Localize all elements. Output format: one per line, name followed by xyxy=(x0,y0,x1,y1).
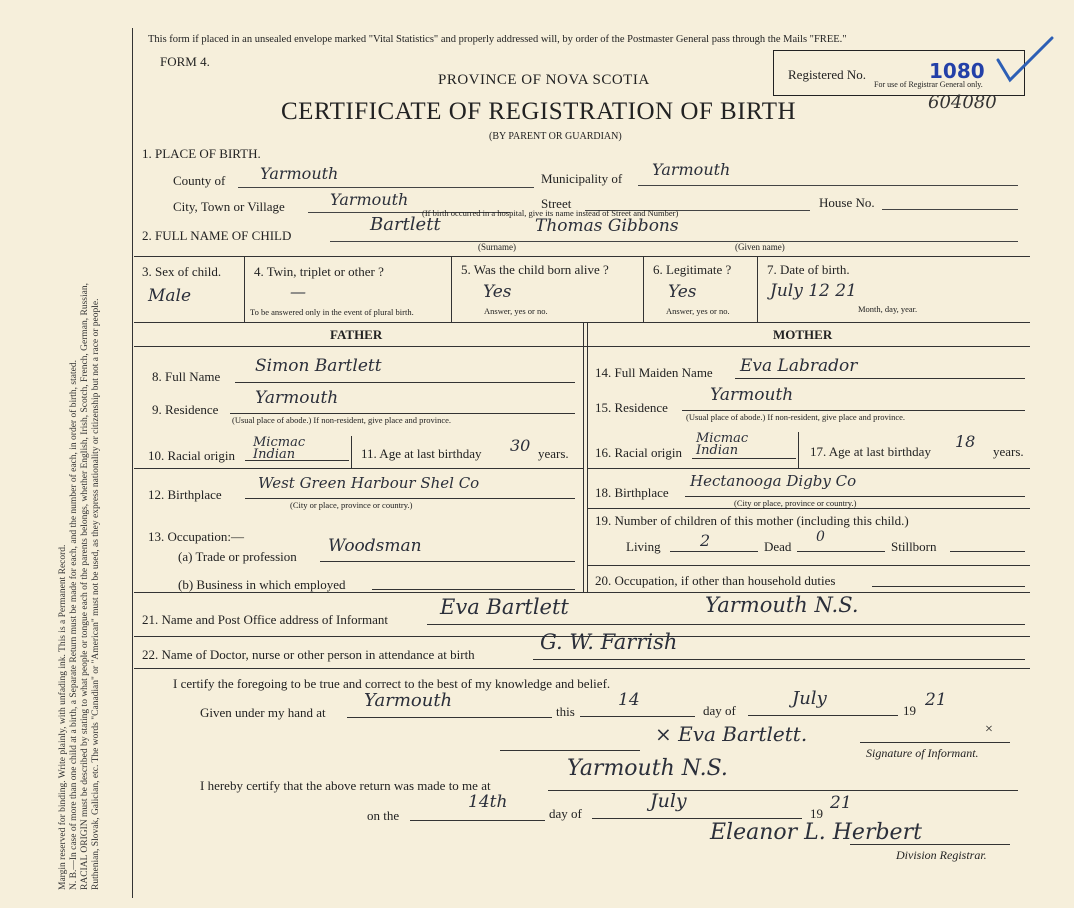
alive-note: Answer, yes or no. xyxy=(484,306,548,316)
father-racial: Micmac Indian xyxy=(253,435,306,462)
mother-racial-label: 16. Racial origin xyxy=(595,445,683,460)
legit-value: Yes xyxy=(668,282,697,302)
registration-label: Registered No. xyxy=(788,67,866,82)
margin-line-4: Ruthenian, Slovak, Galician, etc. The words "Canadian" or "American" must not be used, as they express nationality or citizenship but not a race or people. xyxy=(91,298,101,890)
mother-heading: MOTHER xyxy=(773,327,833,342)
place-of-birth-heading: 1. PLACE OF BIRTH. xyxy=(142,146,261,161)
father-residence-label: 9. Residence xyxy=(152,402,219,417)
form-number: FORM 4. xyxy=(160,54,210,69)
registrar-month: July xyxy=(650,790,687,812)
registration-box xyxy=(773,50,1025,96)
street-label: Street xyxy=(541,196,572,211)
given-caption: (Given name) xyxy=(735,242,785,252)
father-birthplace-label: 12. Birthplace xyxy=(148,487,222,502)
hospital-note: (If birth occurred in a hospital, give its name instead of Street and Number) xyxy=(422,208,679,218)
surname-caption: (Surname) xyxy=(478,242,516,252)
check-mark-icon xyxy=(994,34,1056,92)
child-surname: Bartlett xyxy=(370,214,441,235)
informant-address: Yarmouth N.S. xyxy=(705,593,859,617)
registration-number: 1080 xyxy=(929,59,985,83)
twin-note: To be answered only in the event of plural birth. xyxy=(250,307,414,317)
father-birthplace-note: (City or place, province or country.) xyxy=(290,500,413,510)
certification-year-prefix: 19 xyxy=(903,703,916,718)
registrar-day: 14th xyxy=(468,792,508,812)
registrar-day-of-label: day of xyxy=(549,806,582,821)
informant-name: Eva Bartlett xyxy=(440,595,569,619)
mother-name-label: 14. Full Maiden Name xyxy=(595,365,713,380)
given-under-label: Given under my hand at xyxy=(200,705,326,720)
certification-place: Yarmouth xyxy=(364,690,453,711)
living-label: Living xyxy=(626,539,661,554)
alive-value: Yes xyxy=(483,282,512,302)
registrar-signature: Eleanor L. Herbert xyxy=(710,820,922,845)
certification-month: July xyxy=(792,688,827,709)
page-title: CERTIFICATE OF REGISTRATION OF BIRTH xyxy=(281,98,797,125)
registration-sub: For use of Registrar General only. xyxy=(874,80,983,89)
trade-label: (a) Trade or profession xyxy=(178,549,297,564)
stillborn-label: Stillborn xyxy=(891,539,937,554)
city-label: City, Town or Village xyxy=(173,199,285,214)
registrar-signature-caption: Division Registrar. xyxy=(896,848,987,862)
legit-label: 6. Legitimate ? xyxy=(653,262,732,277)
on-the-label: on the xyxy=(367,808,400,823)
father-age-unit: years. xyxy=(538,446,569,461)
county-label: County of xyxy=(173,173,226,188)
registration-stamp: 604080 xyxy=(928,92,997,113)
municipality-label: Municipality of xyxy=(541,171,623,186)
mother-name: Eva Labrador xyxy=(740,356,858,376)
alive-label: 5. Was the child born alive ? xyxy=(461,262,609,277)
children-label: 19. Number of children of this mother (including this child.) xyxy=(595,513,909,528)
dead-label: Dead xyxy=(764,539,792,554)
margin-line-1: Margin reserved for binding. Write plainly, with unfading ink. This is a Permanent Record. xyxy=(58,544,68,890)
house-label: House No. xyxy=(819,195,875,210)
mother-age: 18 xyxy=(955,432,976,451)
city-value: Yarmouth xyxy=(330,190,409,209)
father-racial-label: 10. Racial origin xyxy=(148,448,236,463)
father-age: 30 xyxy=(510,436,531,455)
margin-line-2: N. B.—In case of more than one child at a birth, a Separate Return must be made for each, and the number of each, in order of birth, stated. xyxy=(69,360,79,890)
sex-value: Male xyxy=(148,286,192,306)
municipality-value: Yarmouth xyxy=(652,160,731,179)
legit-note: Answer, yes or no. xyxy=(666,306,730,316)
registrar-year-prefix: 19 xyxy=(810,806,823,821)
trade-value: Woodsman xyxy=(328,536,422,556)
living-value: 2 xyxy=(700,531,711,550)
twin-label: 4. Twin, triplet or other ? xyxy=(254,264,384,279)
informant-signature-caption: Signature of Informant. xyxy=(866,746,979,760)
date-value: July 12 21 xyxy=(770,281,857,301)
doctor-label: 22. Name of Doctor, nurse or other person in attendance at birth xyxy=(142,647,475,662)
informant-signature: × Eva Bartlett. xyxy=(655,722,808,746)
county-value: Yarmouth xyxy=(260,164,339,183)
registrar-year: 21 xyxy=(830,793,852,813)
mother-birthplace-note: (City or place, province or country.) xyxy=(734,498,857,508)
margin-rule xyxy=(132,28,133,898)
page-subtitle: (BY PARENT OR GUARDIAN) xyxy=(489,131,622,142)
mail-notice: This form if placed in an unsealed envelope marked "Vital Statistics" and properly addressed will, by order of the Postmaster General pass through the Mails "FREE." xyxy=(148,34,847,45)
province-title: PROVINCE OF NOVA SCOTIA xyxy=(438,72,650,88)
occupation-label: 13. Occupation:— xyxy=(148,529,245,544)
dead-value: 0 xyxy=(816,529,825,545)
child-given-name: Thomas Gibbons xyxy=(535,216,679,236)
father-age-label: 11. Age at last birthday xyxy=(361,446,482,461)
doctor-name: G. W. Farrish xyxy=(540,630,678,654)
mother-residence-note: (Usual place of abode.) If non-resident, give place and province. xyxy=(686,412,906,422)
mother-residence-label: 15. Residence xyxy=(595,400,668,415)
father-residence: Yarmouth xyxy=(255,388,339,408)
margin-line-3: RACIAL ORIGIN must be described by stating to what people or tongue each of the parents belongs, whether English, Irish, Scotch, French, German, Russian, xyxy=(80,283,90,890)
signature-mark-icon: × xyxy=(985,722,993,737)
mother-birthplace-label: 18. Birthplace xyxy=(595,485,669,500)
twin-value: — xyxy=(290,282,306,301)
certification-day: 14 xyxy=(618,690,640,710)
father-name-label: 8. Full Name xyxy=(152,369,221,384)
registrar-statement: I hereby certify that the above return was made to me at xyxy=(200,778,491,793)
father-heading: FATHER xyxy=(330,327,383,342)
certification-day-of-label: day of xyxy=(703,703,736,718)
date-label: 7. Date of birth. xyxy=(767,262,850,277)
father-birthplace: West Green Harbour Shel Co xyxy=(258,474,480,492)
business-label: (b) Business in which employed xyxy=(178,577,346,592)
mother-age-unit: years. xyxy=(993,444,1024,459)
mother-age-label: 17. Age at last birthday xyxy=(810,444,931,459)
father-name: Simon Bartlett xyxy=(255,356,382,376)
margin-instructions xyxy=(58,20,102,890)
child-name-label: 2. FULL NAME OF CHILD xyxy=(142,228,292,243)
sex-label: 3. Sex of child. xyxy=(142,264,222,279)
informant-label: 21. Name and Post Office address of Informant xyxy=(142,612,388,627)
certification-statement: I certify the foregoing to be true and correct to the best of my knowledge and belief. xyxy=(173,676,611,691)
father-residence-note: (Usual place of abode.) If non-resident, give place and province. xyxy=(232,415,452,425)
mother-birthplace: Hectanooga Digby Co xyxy=(690,472,857,490)
this-label: this xyxy=(556,704,575,719)
mother-residence: Yarmouth xyxy=(710,385,794,405)
mother-occupation-label: 20. Occupation, if other than household duties xyxy=(595,573,836,588)
certification-year: 21 xyxy=(925,690,947,710)
date-note: Month, day, year. xyxy=(858,304,918,314)
registrar-place: Yarmouth N.S. xyxy=(567,756,728,781)
mother-racial: Micmac Indian xyxy=(696,431,749,458)
